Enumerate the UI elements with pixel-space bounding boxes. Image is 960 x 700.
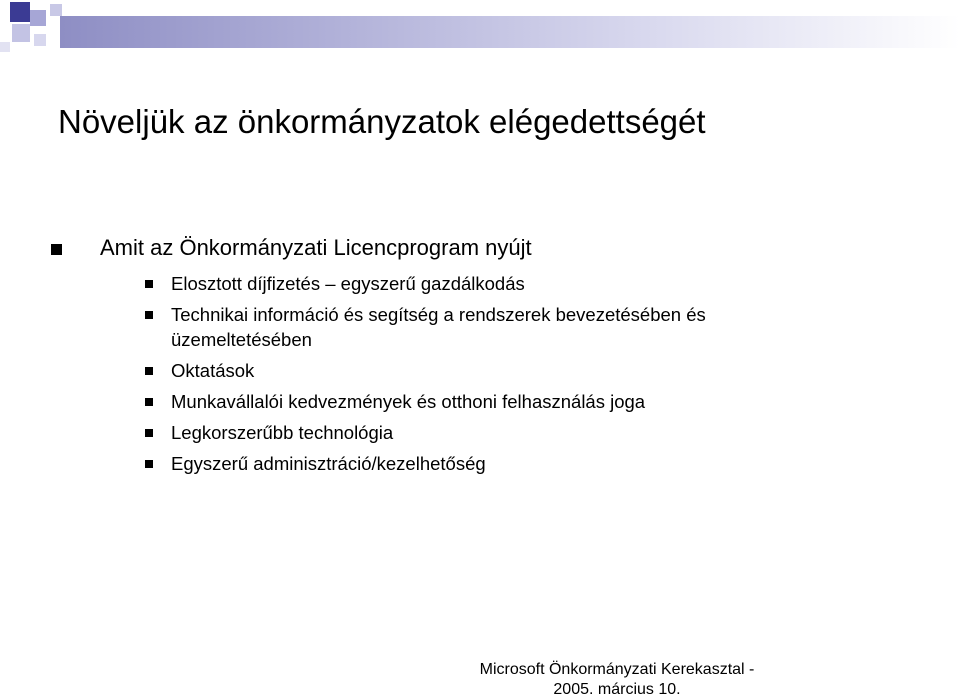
sub-bullet: Egyszerű adminisztráció/kezelhetőség <box>171 453 486 474</box>
sub-bullet: Technikai információ és segítség a rendszerek bevezetésében és <box>171 304 706 325</box>
decor-square <box>34 34 46 46</box>
sub-bullet: Oktatások <box>171 360 255 381</box>
bullet-square-icon <box>145 398 153 406</box>
bullet-square-icon <box>145 429 153 437</box>
bullet-square-icon <box>51 244 62 255</box>
footer-line: Microsoft Önkormányzati Kerekasztal - <box>479 661 755 678</box>
bullet-square-icon <box>145 311 153 319</box>
decor-square <box>12 24 30 42</box>
decor-square <box>10 2 30 22</box>
sub-bullet-continuation: üzemeltetésében <box>171 329 312 350</box>
header-gradient-band <box>60 16 960 48</box>
sub-bullet: Elosztott díjfizetés – egyszerű gazdálkodás <box>171 273 525 294</box>
bullet-square-icon <box>145 367 153 375</box>
bullet-square-icon <box>145 280 153 288</box>
header-decoration <box>0 0 960 60</box>
main-bullet: Amit az Önkormányzati Licencprogram nyújt <box>100 235 532 260</box>
sub-bullet: Legkorszerűbb technológia <box>171 422 394 443</box>
decor-square <box>50 4 62 16</box>
footer-line: 2005. március 10. <box>553 681 681 698</box>
sub-bullet: Munkavállalói kedvezmények és otthoni felhasználás joga <box>171 391 646 412</box>
slide-footer <box>300 660 934 700</box>
bullet-square-icon <box>145 460 153 468</box>
slide-title: Növeljük az önkormányzatok elégedettségét <box>58 103 706 140</box>
decor-square <box>30 10 46 26</box>
decor-square <box>0 42 10 52</box>
